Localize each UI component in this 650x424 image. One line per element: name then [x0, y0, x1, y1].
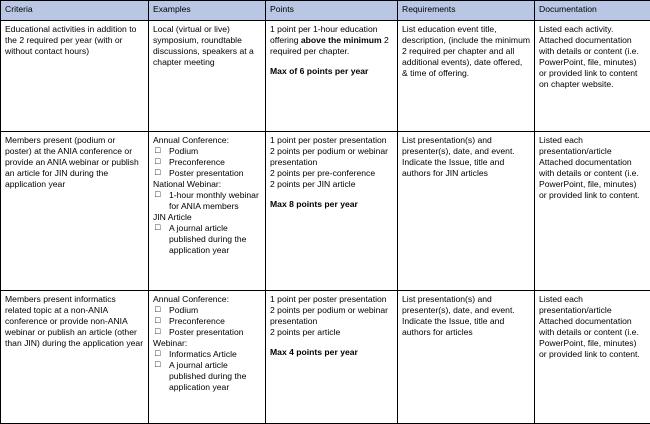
points-line: 2 points per JIN article: [270, 179, 393, 190]
points-spacer: [270, 190, 393, 199]
table-row: [1, 21, 650, 132]
requirements-text: List education event title, description, (include the minimum 2 required per chapter and all additional events), date offered, & time of offering.: [402, 24, 530, 79]
cell-criteria: [1, 132, 149, 291]
points-line: 1 point per poster presentation: [270, 294, 393, 305]
examples-list: [153, 146, 261, 179]
column-header-requirements: Requirements: [398, 1, 535, 21]
list-item: □ Preconference: [153, 316, 261, 327]
points-line: 2 points per podium or webinar presentation: [270, 146, 393, 168]
column-header-documentation: Documentation: [535, 1, 650, 21]
cell-requirements: [398, 21, 535, 132]
points-max: Max 8 points per year: [270, 199, 393, 210]
list-item: □ 1-hour monthly webinar for ANIA members: [153, 190, 261, 212]
cell-documentation: [535, 132, 650, 291]
points-spacer: [270, 57, 393, 66]
requirements-text: List presentation(s) and presenter(s), date, and event. Indicate the Issue, title and authors for articles: [402, 294, 530, 338]
criteria-text: Educational activities in addition to the 2 required per year (with or without contact hours): [5, 24, 144, 57]
examples-text: Local (virtual or live) symposium, roundtable discussions, speakers at a chapter meeting: [153, 24, 261, 68]
column-header-examples: Examples: [149, 1, 266, 21]
examples-list: [153, 349, 261, 393]
cell-examples: [149, 291, 266, 424]
cell-criteria: [1, 21, 149, 132]
cell-criteria: [1, 291, 149, 424]
table-header-row: [1, 1, 650, 21]
points-spacer: [270, 338, 393, 347]
points-emphasis: above the minimum: [301, 35, 382, 45]
column-header-points: Points: [266, 1, 398, 21]
examples-list: [153, 223, 261, 256]
list-item: □ Podium: [153, 305, 261, 316]
examples-subhead: Annual Conference:: [153, 135, 261, 146]
cell-documentation: [535, 21, 650, 132]
list-item: □ Preconference: [153, 157, 261, 168]
list-item: □ Poster presentation: [153, 168, 261, 179]
list-item: □ Podium: [153, 146, 261, 157]
points-line: 1 point per poster presentation: [270, 135, 393, 146]
documentation-text: Listed each presentation/article Attached documentation with details or content (i.e. PowerPoint, file, minutes) or provided link to content.: [539, 294, 646, 360]
points-line: 2 points per podium or webinar presentation: [270, 305, 393, 327]
list-item: □ A journal article published during the application year: [153, 223, 261, 256]
points-line: 2 points per article: [270, 327, 393, 338]
examples-subhead: Annual Conference:: [153, 294, 261, 305]
documentation-text: Listed each presentation/article Attached documentation with details or content (i.e. PowerPoint, file, minutes) or provided link to content.: [539, 135, 646, 201]
cell-points: [266, 132, 398, 291]
examples-list: [153, 190, 261, 212]
points-max: Max 4 points per year: [270, 347, 393, 358]
list-item: □ A journal article published during the application year: [153, 360, 261, 393]
cell-requirements: [398, 132, 535, 291]
criteria-text: Members present informatics related topic at a non-ANIA conference or provide non-ANIA webinar or publish an article (other than JIN) during the application year: [5, 294, 144, 349]
cell-examples: [149, 132, 266, 291]
cell-requirements: [398, 291, 535, 424]
points-text: [270, 24, 393, 57]
cell-points: [266, 291, 398, 424]
criteria-text: Members present (podium or poster) at the ANIA conference or provide an ANIA webinar or publish an article for JIN during the application year: [5, 135, 144, 190]
list-item: □ Informatics Article: [153, 349, 261, 360]
points-tail: 2 required per chapter.: [270, 35, 389, 56]
cell-documentation: [535, 291, 650, 424]
examples-subhead: JIN Article: [153, 212, 261, 223]
examples-subhead: National Webinar:: [153, 179, 261, 190]
points-lead: 1 point per 1-hour education offering: [270, 24, 378, 45]
list-item: □ Poster presentation: [153, 327, 261, 338]
requirements-text: List presentation(s) and presenter(s), date, and event. Indicate the Issue, title and authors for JIN articles: [402, 135, 530, 179]
points-max: Max of 6 points per year: [270, 66, 393, 77]
table-row: [1, 291, 650, 424]
column-header-criteria: Criteria: [1, 1, 149, 21]
table-row: [1, 132, 650, 291]
cell-examples: [149, 21, 266, 132]
cell-points: [266, 21, 398, 132]
examples-list: [153, 305, 261, 338]
points-line: 2 points per pre-conference: [270, 168, 393, 179]
examples-subhead: Webinar:: [153, 338, 261, 349]
documentation-text: Listed each activity. Attached documentation with details or content (i.e. PowerPoint, file, minutes) or provided link to content on chapter website.: [539, 24, 646, 90]
